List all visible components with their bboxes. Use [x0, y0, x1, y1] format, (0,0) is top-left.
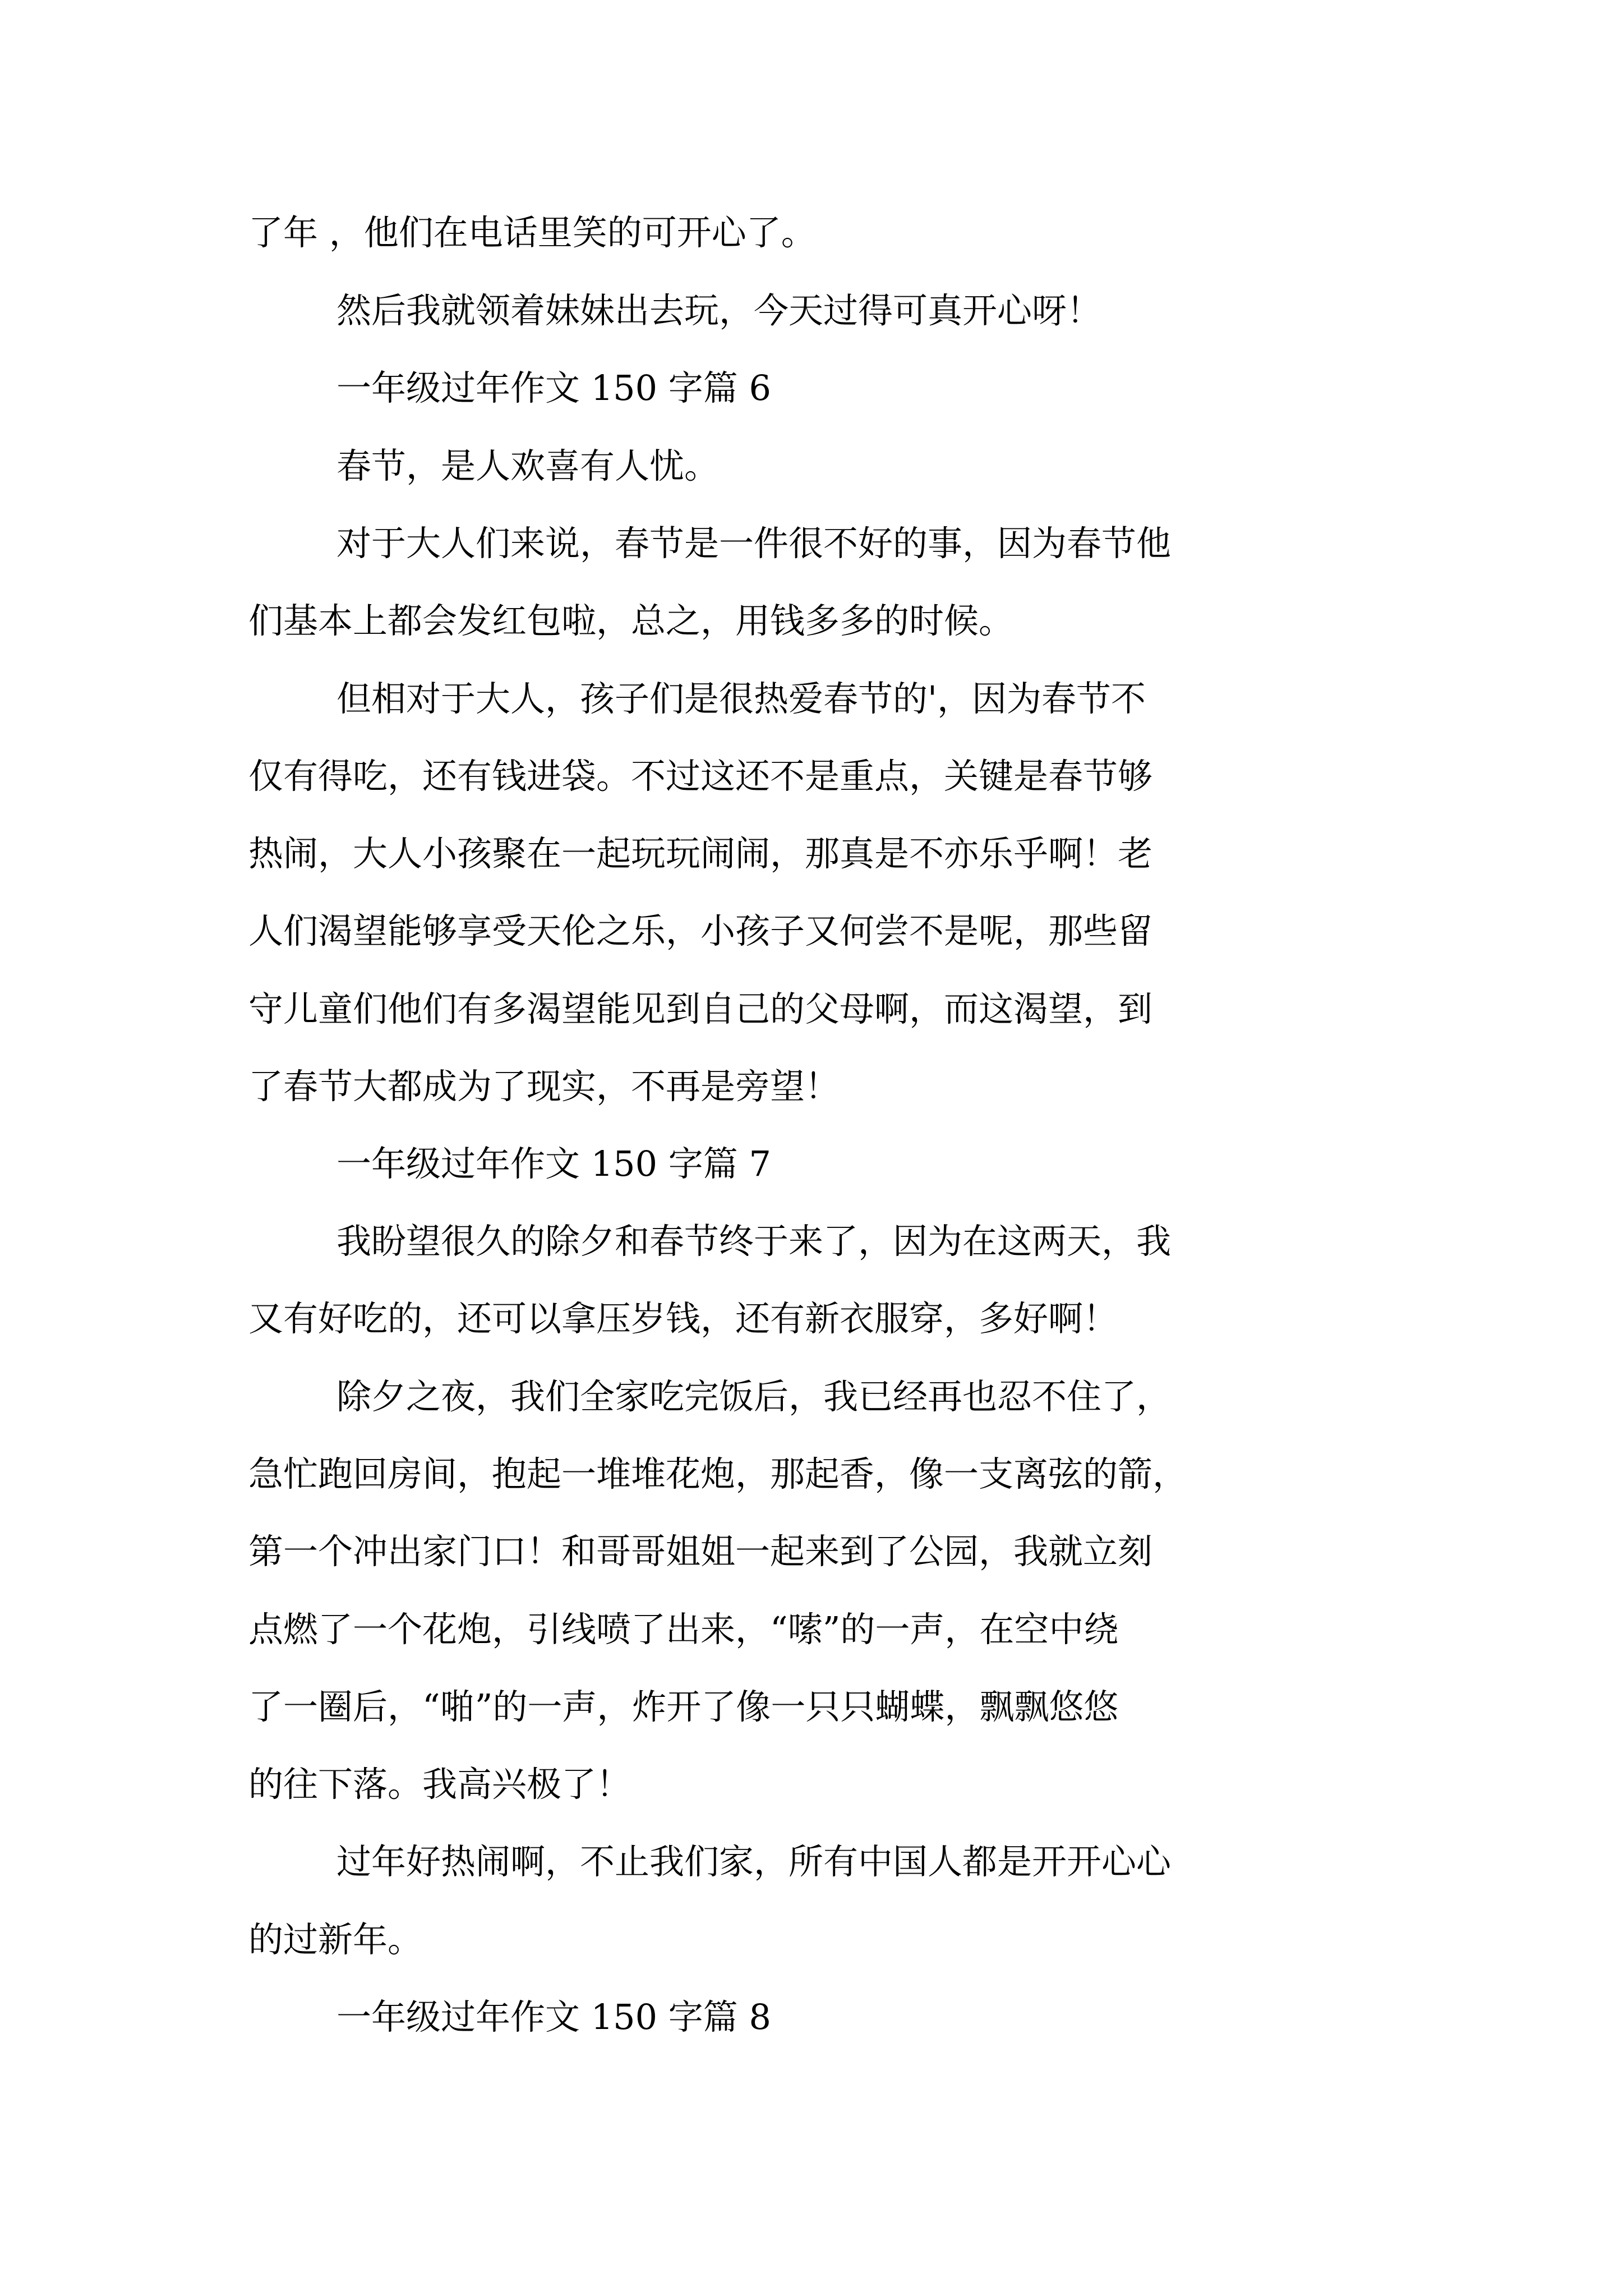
text-line: 除夕之夜，我们全家吃完饭后，我已经再也忍不住了， — [336, 1376, 1172, 1417]
text-line: 又有好吃的，还可以拿压岁钱，还有新衣服穿，多好啊！ — [248, 1298, 1118, 1339]
section-heading: 一年级过年作文 150 字篇 6 — [336, 367, 771, 408]
section-heading: 一年级过年作文 150 字篇 8 — [336, 1996, 771, 2037]
text-line: 人们渴望能够享受天伦之乐，小孩子又何尝不是呢，那些留 — [248, 910, 1153, 951]
text-line: 们基本上都会发红包啦，总之，用钱多多的时候。 — [248, 600, 1014, 641]
text-line: 的过新年。 — [248, 1919, 423, 1960]
text-line: 过年好热闹啊，不止我们家，所有中国人都是开开心心 — [336, 1841, 1172, 1882]
text-line: 的往下落。我高兴极了！ — [248, 1764, 631, 1805]
text-line: 了一圈后，“啪”的一声，炸开了像一只只蝴蝶，飘飘悠悠 — [248, 1686, 1119, 1727]
text-line: 仅有得吃，还有钱进袋。不过这还不是重点，关键是春节够 — [248, 756, 1153, 797]
text-line: 第一个冲出家门口！和哥哥姐姐一起来到了公园，我就立刻 — [248, 1531, 1153, 1572]
text-line: 急忙跑回房间，抱起一堆堆花炮，那起香，像一支离弦的箭， — [248, 1453, 1188, 1494]
text-line: 然后我就领着妹妹出去玩，今天过得可真开心呀！ — [336, 290, 1102, 331]
text-line: 了年 ，他们在电话里笑的可开心了。 — [248, 212, 816, 253]
text-line: 点燃了一个花炮，引线喷了出来，“嗦”的一声，在空中绕 — [248, 1609, 1119, 1650]
text-line: 我盼望很久的除夕和春节终于来了，因为在这两天，我 — [336, 1221, 1172, 1262]
text-line: 热闹，大人小孩聚在一起玩玩闹闹，那真是不亦乐乎啊！老 — [248, 833, 1153, 874]
text-line: 了春节大都成为了现实，不再是旁望！ — [248, 1066, 840, 1107]
text-line: 守儿童们他们有多渴望能见到自己的父母啊，而这渴望，到 — [248, 988, 1153, 1029]
text-line: 但相对于大人，孩子们是很热爱春节的'，因为春节不 — [336, 678, 1146, 719]
text-line: 春节，是人欢喜有人忧。 — [336, 445, 720, 486]
section-heading: 一年级过年作文 150 字篇 7 — [336, 1143, 771, 1184]
text-line: 对于大人们来说，春节是一件很不好的事，因为春节他 — [336, 523, 1172, 564]
